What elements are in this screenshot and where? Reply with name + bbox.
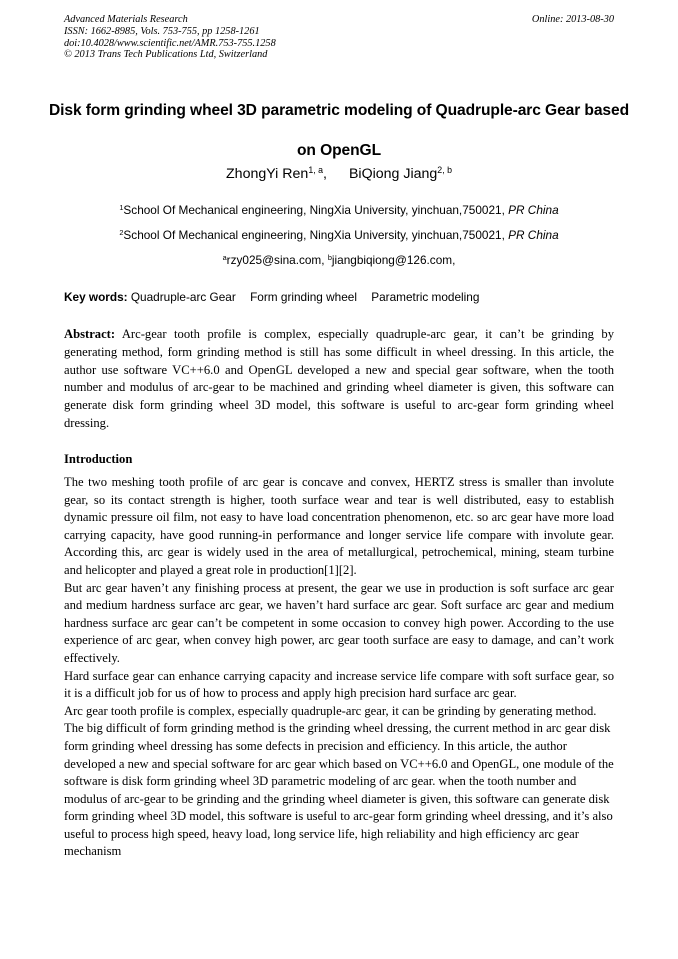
- affiliation: [0, 203, 678, 217]
- email-superscript: b: [327, 252, 332, 262]
- abstract-label: Abstract:: [64, 327, 116, 341]
- paragraph: But arc gear haven’t any finishing process at present, the gear we use in production is soft surface arc gear and medium hardness surface arc gear, we haven’t hard surface arc gear. Soft surface arc gear and medium hardness surface arc gear can’t be competent in some occasion to convey high power. According to the use experience of arc gear, when convey high power, arc gear tooth surface are easy to damage, and can’t work effectively.: [64, 580, 614, 665]
- author-superscript: 1, a: [308, 165, 323, 176]
- keywords-line: [64, 290, 490, 304]
- journal-name: Advanced Materials Research: [64, 14, 188, 25]
- affiliation-text: School Of Mechanical engineering, NingXia University, yinchuan,750021,: [123, 228, 509, 242]
- affiliation-country: PR China: [508, 228, 559, 242]
- affiliation-superscript: 2: [119, 227, 124, 237]
- paragraph: Arc gear tooth profile is complex, especially quadruple-arc gear, it can be grinding by generating method. The big difficult of form grinding method is the grinding wheel dressing, the current method in arc gear disk form grinding wheel dressing has some defects in precision and efficiency. In this article, the author developed a new and special software for arc gear which based on VC++6.0 and OpenGL, one module of the software is disk form grinding wheel 3D parametric modeling of arc gear. when the tooth number and modulus of arc-gear to be grinding and the grinding wheel diameter is given, this software can generate disk form grinding wheel 3D model, this software is useful to arc-gear form grinding wheel dressing, and it’s also useful to process high speed, heavy load, long service life, high reliability and high efficiency arc gear mechanism: [64, 703, 614, 859]
- doi-line: doi:10.4028/www.scientific.net/AMR.753-755.1258: [64, 37, 276, 49]
- keyword: Parametric modeling: [371, 290, 480, 304]
- email-address: jiangbiqiong@126.com,: [331, 253, 456, 267]
- author-separator: ,: [323, 166, 327, 182]
- paragraph: Hard surface gear can enhance carrying capacity and increase service life compare with soft surface gear, so it is a difficult job for us of how to process and apply high precision hard surface arc gear.: [64, 668, 614, 701]
- introduction-body: [64, 474, 614, 861]
- affiliation-superscript: 1: [119, 202, 124, 212]
- paper-title: Disk form grinding wheel 3D parametric modeling of Quadruple-arc Gear based on OpenGL: [49, 102, 629, 159]
- journal-header: [64, 14, 276, 61]
- copyright-line: © 2013 Trans Tech Publications Ltd, Switzerland: [64, 49, 268, 61]
- online-date: Online: 2013-08-30: [531, 14, 614, 25]
- author-name: BiQiong Jiang: [348, 166, 438, 182]
- affiliation-country: PR China: [508, 203, 559, 217]
- issn-line: ISSN: 1662-8985, Vols. 753-755, pp 1258-1261: [64, 25, 260, 37]
- keyword: Form grinding wheel: [250, 290, 357, 304]
- section-heading: Introduction: [64, 452, 133, 466]
- affiliation: [0, 228, 678, 242]
- paragraph: The two meshing tooth profile of arc gear is concave and convex, HERTZ stress is smaller than involute gear, so its contact strength is higher, tooth surface wear and tear is well distributed, easy to establish dynamic pressure oil film, not easy to have load concentration phenomenon, etc. so arc gear have more load carrying capacity, have good running-in performance and longer service life compare with involute gear. According this, arc gear is widely used in the area of metallurgical, petrochemical, mining, steam turbine and helicopter and played a great role in production[1][2].: [64, 475, 614, 577]
- affiliation-text: School Of Mechanical engineering, NingXia University, yinchuan,750021,: [123, 203, 509, 217]
- author-name: ZhongYi Ren: [226, 166, 309, 182]
- abstract-text: Arc-gear tooth profile is complex, especially quadruple-arc gear, it can’t be grinding by generating method, form grinding method is still has some difficult in wheel dressing. In this article, the author use software VC++6.0 and OpenGL developed a new and special gear software, when the tooth number and modulus of arc-gear to be machined and grinding wheel diameter is given, this software can generate disk form grinding wheel 3D model, this software is useful to arc-gear form grinding wheel dressing.: [64, 327, 614, 430]
- email-address: rzy025@sina.com,: [226, 253, 328, 267]
- abstract: [64, 326, 614, 433]
- keywords-label: Key words:: [64, 290, 128, 304]
- keyword: Quadruple-arc Gear: [130, 290, 236, 304]
- author-line: [0, 166, 678, 182]
- email-superscript: a: [222, 252, 227, 262]
- email-line: [0, 253, 678, 267]
- author-superscript: 2, b: [437, 165, 452, 176]
